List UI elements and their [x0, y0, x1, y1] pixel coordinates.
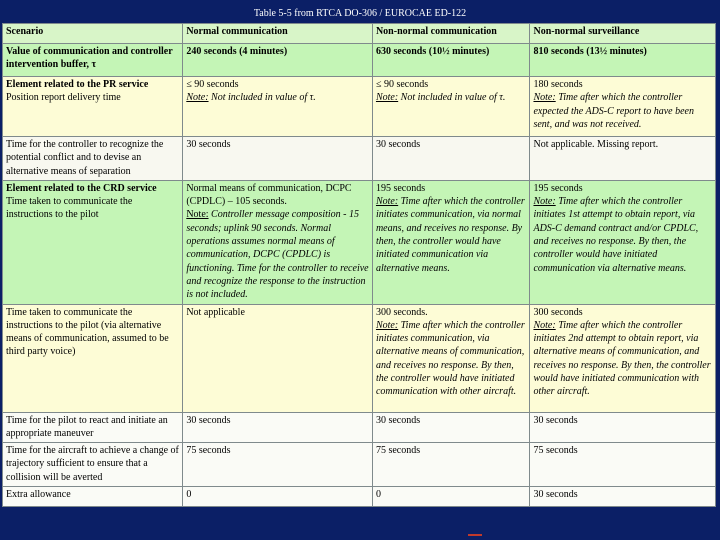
row-label: [3, 180, 183, 304]
row-label: Time for the controller to recognize the potential conflict and to devise an alternative means of separation: [3, 137, 183, 181]
row-label: Time for the pilot to react and initiate an appropriate maneuver: [3, 412, 183, 443]
note-label: Note:: [533, 196, 556, 208]
note-label: Note:: [533, 319, 556, 331]
cell-non-normal-surv: [530, 304, 716, 412]
cell-non-normal-surv: 810 seconds (13½ minutes): [530, 44, 716, 77]
cell-non-normal-surv: 75 seconds: [530, 443, 716, 487]
table-row-extra-allowance: [3, 487, 716, 507]
cell-normal: [183, 77, 373, 137]
cell-normal: 30 seconds: [183, 412, 373, 443]
cell-non-normal-comm: 75 seconds: [372, 443, 530, 487]
note-label: Note:: [375, 92, 399, 104]
header-normal-communication: Normal communication: [183, 24, 373, 44]
safety-table: [2, 23, 716, 507]
cell-normal: 30 seconds: [183, 137, 373, 181]
cell-non-normal-comm: 30 seconds: [372, 137, 530, 181]
cell-normal: 240 seconds (4 minutes): [183, 44, 373, 77]
table-row-trajectory-change: [3, 443, 716, 487]
cell-non-normal-surv: [530, 180, 716, 304]
red-accent-mark: [468, 534, 482, 536]
note-text: Time after which the controller initiates 1st attempt to obtain report, via ADS-C demand contract and/or CPDLC, and receives no response. By then, the controller would have initiated communication via alternative means.: [533, 196, 699, 274]
cell-value: 300 seconds.: [375, 306, 428, 318]
cell-value: 300 seconds: [533, 306, 583, 318]
header-scenario: Scenario: [3, 24, 183, 44]
cell-value: 195 seconds: [533, 182, 583, 194]
cell-normal: Not applicable: [183, 304, 373, 412]
note-text: Time after which the controller expected the ADS-C report to have been sent, and was not received.: [533, 92, 694, 130]
cell-non-normal-surv: [530, 77, 716, 137]
table-row-alt-communication: [3, 304, 716, 412]
cell-non-normal-surv: 30 seconds: [530, 487, 716, 507]
cell-non-normal-comm: [372, 180, 530, 304]
cell-non-normal-comm: 30 seconds: [372, 412, 530, 443]
cell-non-normal-surv: 30 seconds: [530, 412, 716, 443]
note-label: Note:: [186, 92, 209, 104]
note-label: Note:: [533, 92, 556, 104]
row-section-heading: Element related to the CRD service: [6, 182, 157, 194]
note-text: Not included in value of τ.: [211, 92, 316, 104]
table-header-row: [3, 24, 716, 44]
cell-non-normal-comm: 0: [372, 487, 530, 507]
note-text: Controller message composition - 15 seconds; uplink 90 seconds. Normal operations assumes normal means of communication, DCPC (CPDLC) is functioning. Time for the controller to receive and recognize the response to the instruction is not included.: [186, 209, 369, 301]
note-text: Time after which the controller initiates 2nd attempt to obtain report, via alternative means of communication, and receives no response. By then, the controller would have initiated communication with other aircraft.: [533, 319, 711, 398]
cell-non-normal-comm: 630 seconds (10½ minutes): [372, 44, 530, 77]
table-title: Table 5-5 from RTCA DO-306 / EUROCAE ED-122: [253, 8, 467, 19]
note-text: Time after which the controller initiates communication, via alternative means of communication, and receives no response. By then, the controller would have initiated communication with other aircraft.: [375, 319, 525, 398]
cell-normal: 0: [183, 487, 373, 507]
cell-value: ≤ 90 seconds: [186, 79, 239, 90]
cell-non-normal-surv: Not applicable. Missing report.: [530, 137, 716, 181]
row-section-heading: Element related to the PR service: [6, 79, 149, 90]
table-row-pilot-react: [3, 412, 716, 443]
table-row-crd-service: [3, 180, 716, 304]
note-label: Note:: [186, 209, 209, 221]
note-label: Note:: [375, 319, 399, 331]
cell-value: 195 seconds: [375, 182, 426, 194]
row-label-text: Time taken to communicate the instructions to the pilot: [6, 196, 133, 221]
row-label-text: Position report delivery time: [6, 92, 121, 104]
cell-non-normal-comm: [372, 77, 530, 137]
row-label: Time taken to communicate the instructions to the pilot (via alternative means of communication, assumed to be third party voice): [3, 304, 183, 412]
cell-non-normal-comm: [372, 304, 530, 412]
cell-value: Normal means of communication, DCPC (CPDLC) – 105 seconds.: [186, 182, 352, 208]
table-row-pr-service: [3, 77, 716, 137]
row-label: [3, 77, 183, 137]
row-label: Value of communication and controller intervention buffer, τ: [3, 44, 183, 77]
note-text: Not included in value of τ.: [400, 92, 506, 104]
note-text: Time after which the controller initiates communication, via normal means, and receives no response. By then, the controller would have initiated communication via alternative means.: [375, 196, 525, 274]
table-row-recognize-conflict: [3, 137, 716, 181]
cell-normal: [183, 180, 373, 304]
table-row-buffer: [3, 44, 716, 77]
cell-value: ≤ 90 seconds: [375, 79, 429, 90]
row-label: Time for the aircraft to achieve a change of trajectory sufficient to ensure that a collision will be averted: [3, 443, 183, 487]
cell-normal: 75 seconds: [183, 443, 373, 487]
header-non-normal-surveillance: Non-normal surveillance: [530, 24, 716, 44]
header-non-normal-communication: Non-normal communication: [372, 24, 530, 44]
row-label: Extra allowance: [3, 487, 183, 507]
cell-value: 180 seconds: [533, 79, 583, 90]
note-label: Note:: [375, 196, 399, 208]
